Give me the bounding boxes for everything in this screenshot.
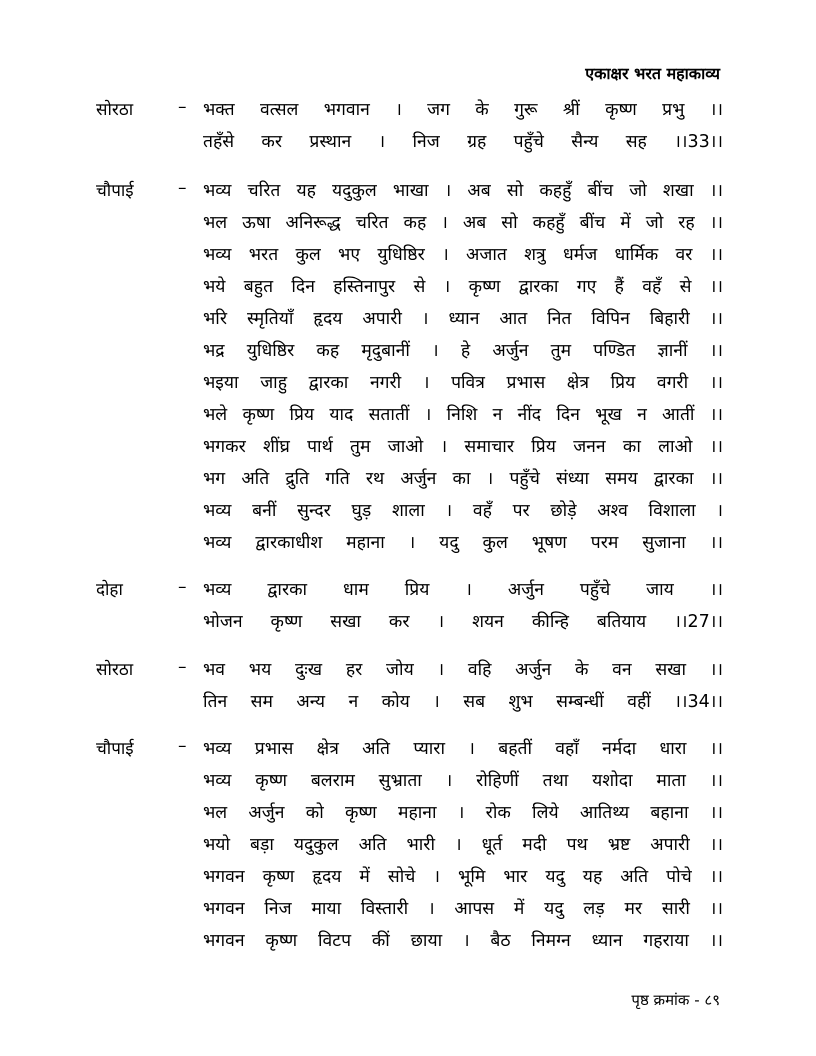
verse-line: भद्र युधिष्ठिर कह मृदुबानीं । हे अर्जुन तुम पण्डित ज्ञानीं ।।	[203, 341, 723, 361]
meter-dash: –	[178, 657, 187, 677]
verse-line: भव्य बनीं सुन्दर घुड़ शाला । वहँ पर छोड़े अश्व विशाला ।	[203, 501, 723, 521]
verse-line: भगकर शींघ्र पार्थ तुम जाओ । समाचार प्रिय जनन का लाओ ।।	[203, 437, 723, 457]
verse-line: भक्त वत्सल भगवान । जग के गुरू श्रीं कृष्ण प्रभु ।।	[203, 100, 723, 120]
verse-line: भव्य प्रभास क्षेत्र अति प्यारा । बहतीं वहाँ नर्मदा धारा ।।	[203, 739, 723, 759]
verse-line: भले कृष्ण प्रिय याद सतातीं । निशि न नींद दिन भूख न आतीं ।।	[203, 405, 723, 425]
verse-line: भव्य भरत कुल भए युधिष्ठिर । अजात शत्रु धर्मज धार्मिक वर ।।	[203, 245, 723, 265]
meter-dash: –	[178, 577, 187, 597]
verse-line: भग अति द्रुति गति रथ अर्जुन का । पहुँचे संध्या समय द्वारका ।।	[203, 469, 723, 489]
meter-label: चौपाई	[96, 181, 134, 201]
verse-line: भये बहुत दिन हस्तिनापुर से । कृष्ण द्वारका गए हैं वहँ से ।।	[203, 277, 723, 297]
meter-label: सोरठा	[96, 660, 134, 680]
verse-line: भयो बड़ा यदुकुल अति भारी । धूर्त मदी पथ भ्रष्ट अपारी ।।	[203, 835, 723, 855]
verse-line: भगवन निज माया विस्तारी । आपस में यदु लड़ मर सारी ।।	[203, 899, 723, 919]
verse-line: भव्य द्वारका धाम प्रिय । अर्जुन पहुँचे जाय ।।	[203, 580, 723, 600]
page-number: पृष्ठ क्रमांक - ८९	[631, 991, 720, 1009]
verse-line: भव्य द्वारकाधीश महाना । यदु कुल भूषण परम सुजाना ।।	[203, 533, 723, 553]
running-header: एकाक्षर भरत महाकाव्य	[585, 64, 720, 83]
verse-line: भइया जाहु द्वारका नगरी । पवित्र प्रभास क्षेत्र प्रिय वगरी ।।	[203, 373, 723, 393]
verse-line: भव्य कृष्ण बलराम सुभ्राता । रोहिणीं तथा यशोदा माता ।।	[203, 771, 723, 791]
meter-dash: –	[178, 178, 187, 198]
verse-line: भव भय दुःख हर जोय । वहि अर्जुन के वन सखा ।।	[203, 660, 723, 680]
verse-line: तिन सम अन्य न कोय । सब शुभ सम्बन्धीं वहीं ।।34।।	[203, 692, 723, 712]
verse-line: तहँसे कर प्रस्थान । निज ग्रह पहुँचे सैन्य सह ।।33।।	[203, 132, 723, 152]
verse-line: भल अर्जुन को कृष्ण महाना । रोक लिये आतिथ्य बहाना ।।	[203, 803, 723, 823]
meter-dash: –	[178, 736, 187, 756]
meter-label: सोरठा	[96, 100, 134, 120]
meter-label: दोहा	[96, 580, 123, 600]
verse-line: भल ऊषा अनिरूद्ध चरित कह । अब सो कहहुँ बींच में जो रह ।।	[203, 213, 723, 233]
meter-label: चौपाई	[96, 739, 134, 759]
verse-line: भगवन कृष्ण हृदय में सोचे । भूमि भार यदु यह अति पोचे ।।	[203, 867, 723, 887]
verse-line: भव्य चरित यह यदुकुल भाखा । अब सो कहहुँ बींच जो शखा ।।	[203, 181, 723, 201]
meter-dash: –	[178, 97, 187, 117]
verse-line: भोजन कृष्ण सखा कर । शयन कीन्हि बतियाय ।।27।।	[203, 612, 723, 632]
verse-line: भरि स्मृतियाँ हृदय अपारी । ध्यान आत नित विपिन बिहारी ।।	[203, 309, 723, 329]
verse-line: भगवन कृष्ण विटप कीं छाया । बैठ निमग्न ध्यान गहराया ।।	[203, 931, 723, 951]
